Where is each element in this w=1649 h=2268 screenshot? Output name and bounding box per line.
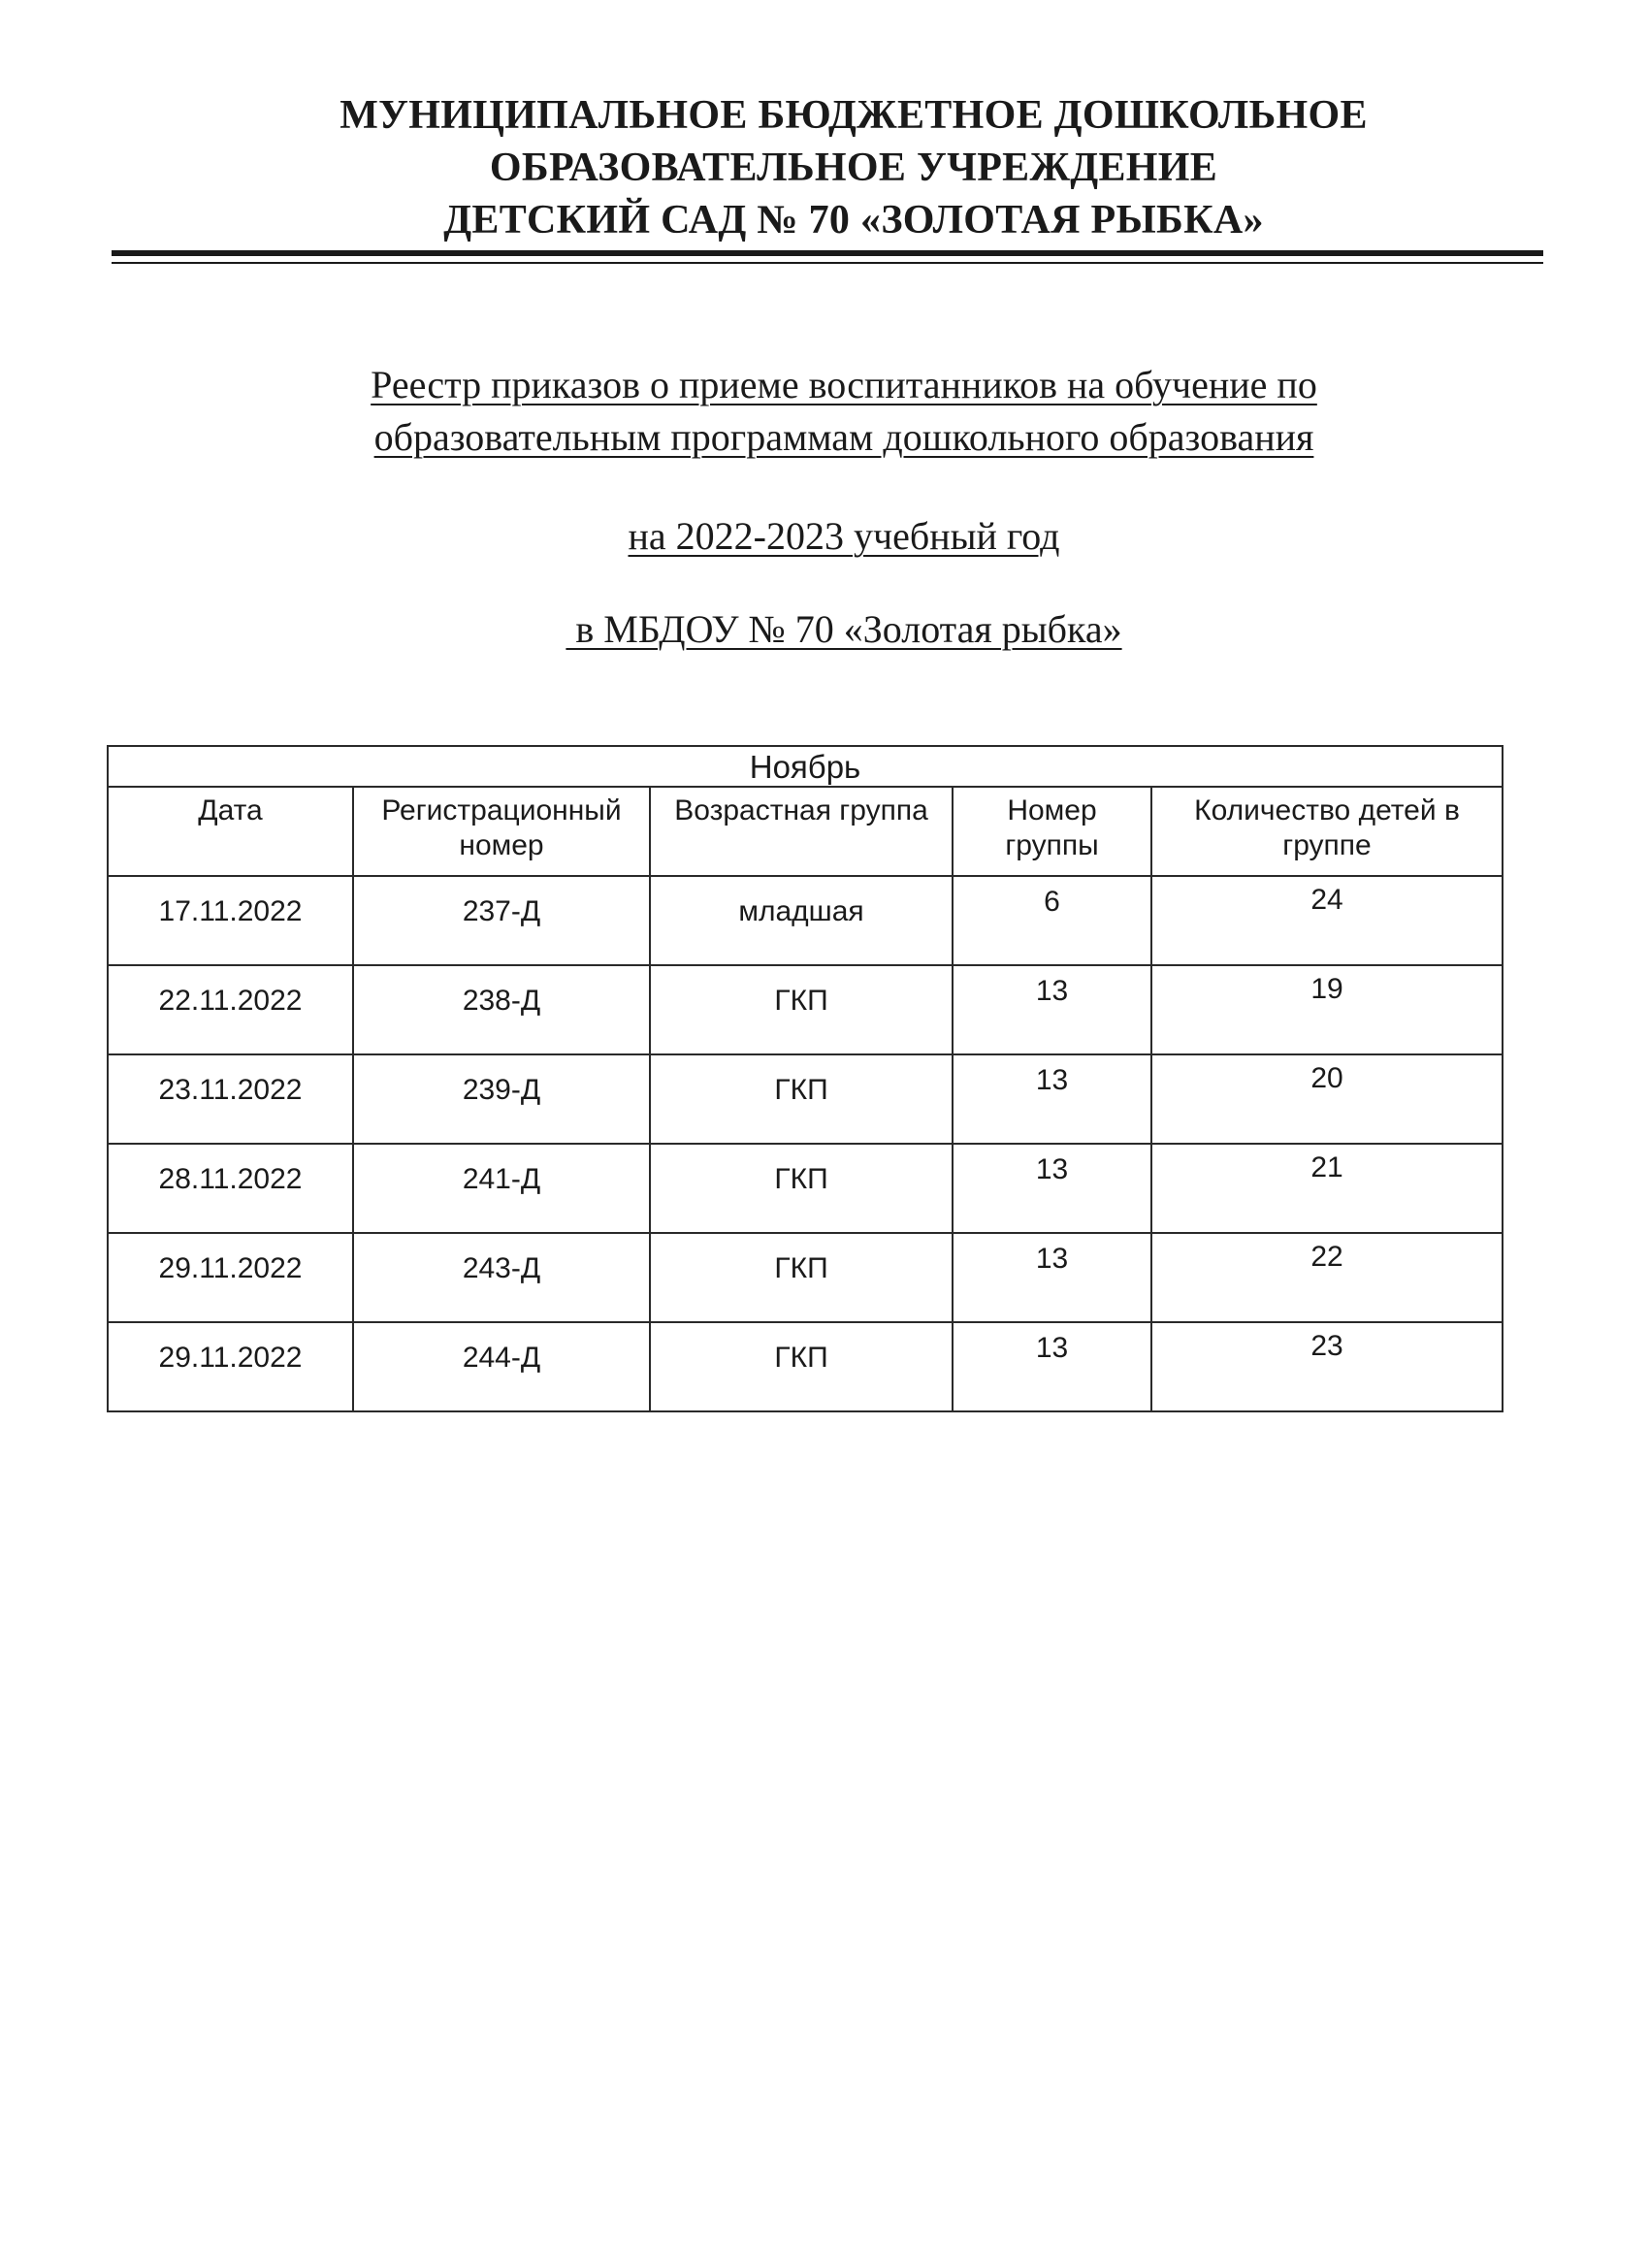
cell-date: 29.11.2022 — [108, 1233, 353, 1322]
cell-age-group: ГКП — [650, 1322, 953, 1411]
cell-group-no: 13 — [953, 1233, 1151, 1322]
cell-count: 20 — [1151, 1054, 1503, 1144]
organization-name-line-2: ОБРАЗОВАТЕЛЬНОЕ УЧРЕЖДЕНИЕ — [489, 146, 1218, 190]
cell-reg-no: 243-Д — [353, 1233, 650, 1322]
table-row — [108, 1322, 1503, 1411]
cell-age-group: ГКП — [650, 965, 953, 1054]
organization-name-line-3: ДЕТСКИЙ САД № 70 «ЗОЛОТАЯ РЫБКА» — [443, 198, 1264, 243]
month-header-row — [108, 746, 1503, 787]
cell-reg-no: 238-Д — [353, 965, 650, 1054]
document-title — [155, 359, 1533, 656]
column-header-row — [108, 787, 1503, 876]
cell-reg-no: 241-Д — [353, 1144, 650, 1233]
cell-count: 21 — [1151, 1144, 1503, 1233]
cell-age-group: ГКП — [650, 1144, 953, 1233]
cell-count: 22 — [1151, 1233, 1503, 1322]
column-header-count: Количество детей в группе — [1151, 787, 1503, 876]
title-line-1: Реестр приказов о приеме воспитанников на обучение по — [371, 363, 1317, 406]
table-row — [108, 1054, 1503, 1144]
table-row — [108, 876, 1503, 965]
cell-date: 17.11.2022 — [108, 876, 353, 965]
cell-age-group: ГКП — [650, 1233, 953, 1322]
cell-reg-no: 237-Д — [353, 876, 650, 965]
cell-date: 29.11.2022 — [108, 1322, 353, 1411]
cell-group-no: 6 — [953, 876, 1151, 965]
cell-reg-no: 239-Д — [353, 1054, 650, 1144]
cell-date: 28.11.2022 — [108, 1144, 353, 1233]
title-line-3: на 2022-2023 учебный год — [628, 514, 1060, 558]
cell-group-no: 13 — [953, 1144, 1151, 1233]
table-row — [108, 1144, 1503, 1233]
title-line-4: в МБДОУ № 70 «Золотая рыбка» — [566, 607, 1122, 651]
cell-age-group: младшая — [650, 876, 953, 965]
column-header-reg-no: Регистрационный номер — [353, 787, 650, 876]
column-header-group-no: Номер группы — [953, 787, 1151, 876]
column-header-date: Дата — [108, 787, 353, 876]
month-label: Ноябрь — [108, 746, 1503, 787]
cell-reg-no: 244-Д — [353, 1322, 650, 1411]
cell-group-no: 13 — [953, 965, 1151, 1054]
cell-count: 23 — [1151, 1322, 1503, 1411]
registry-table — [107, 745, 1504, 1412]
cell-date: 22.11.2022 — [108, 965, 353, 1054]
organization-header — [112, 89, 1596, 246]
cell-count: 19 — [1151, 965, 1503, 1054]
table-row — [108, 1233, 1503, 1322]
cell-date: 23.11.2022 — [108, 1054, 353, 1144]
cell-age-group: ГКП — [650, 1054, 953, 1144]
cell-count: 24 — [1151, 876, 1503, 965]
organization-name-line-1: МУНИЦИПАЛЬНОЕ БЮДЖЕТНОЕ ДОШКОЛЬНОЕ — [340, 93, 1368, 138]
cell-group-no: 13 — [953, 1322, 1151, 1411]
header-divider-thin — [112, 262, 1543, 264]
table-row — [108, 965, 1503, 1054]
cell-group-no: 13 — [953, 1054, 1151, 1144]
title-line-2: образовательным программам дошкольного образования — [373, 415, 1314, 459]
header-divider-thick — [112, 250, 1543, 256]
column-header-age-group: Возрастная группа — [650, 787, 953, 876]
